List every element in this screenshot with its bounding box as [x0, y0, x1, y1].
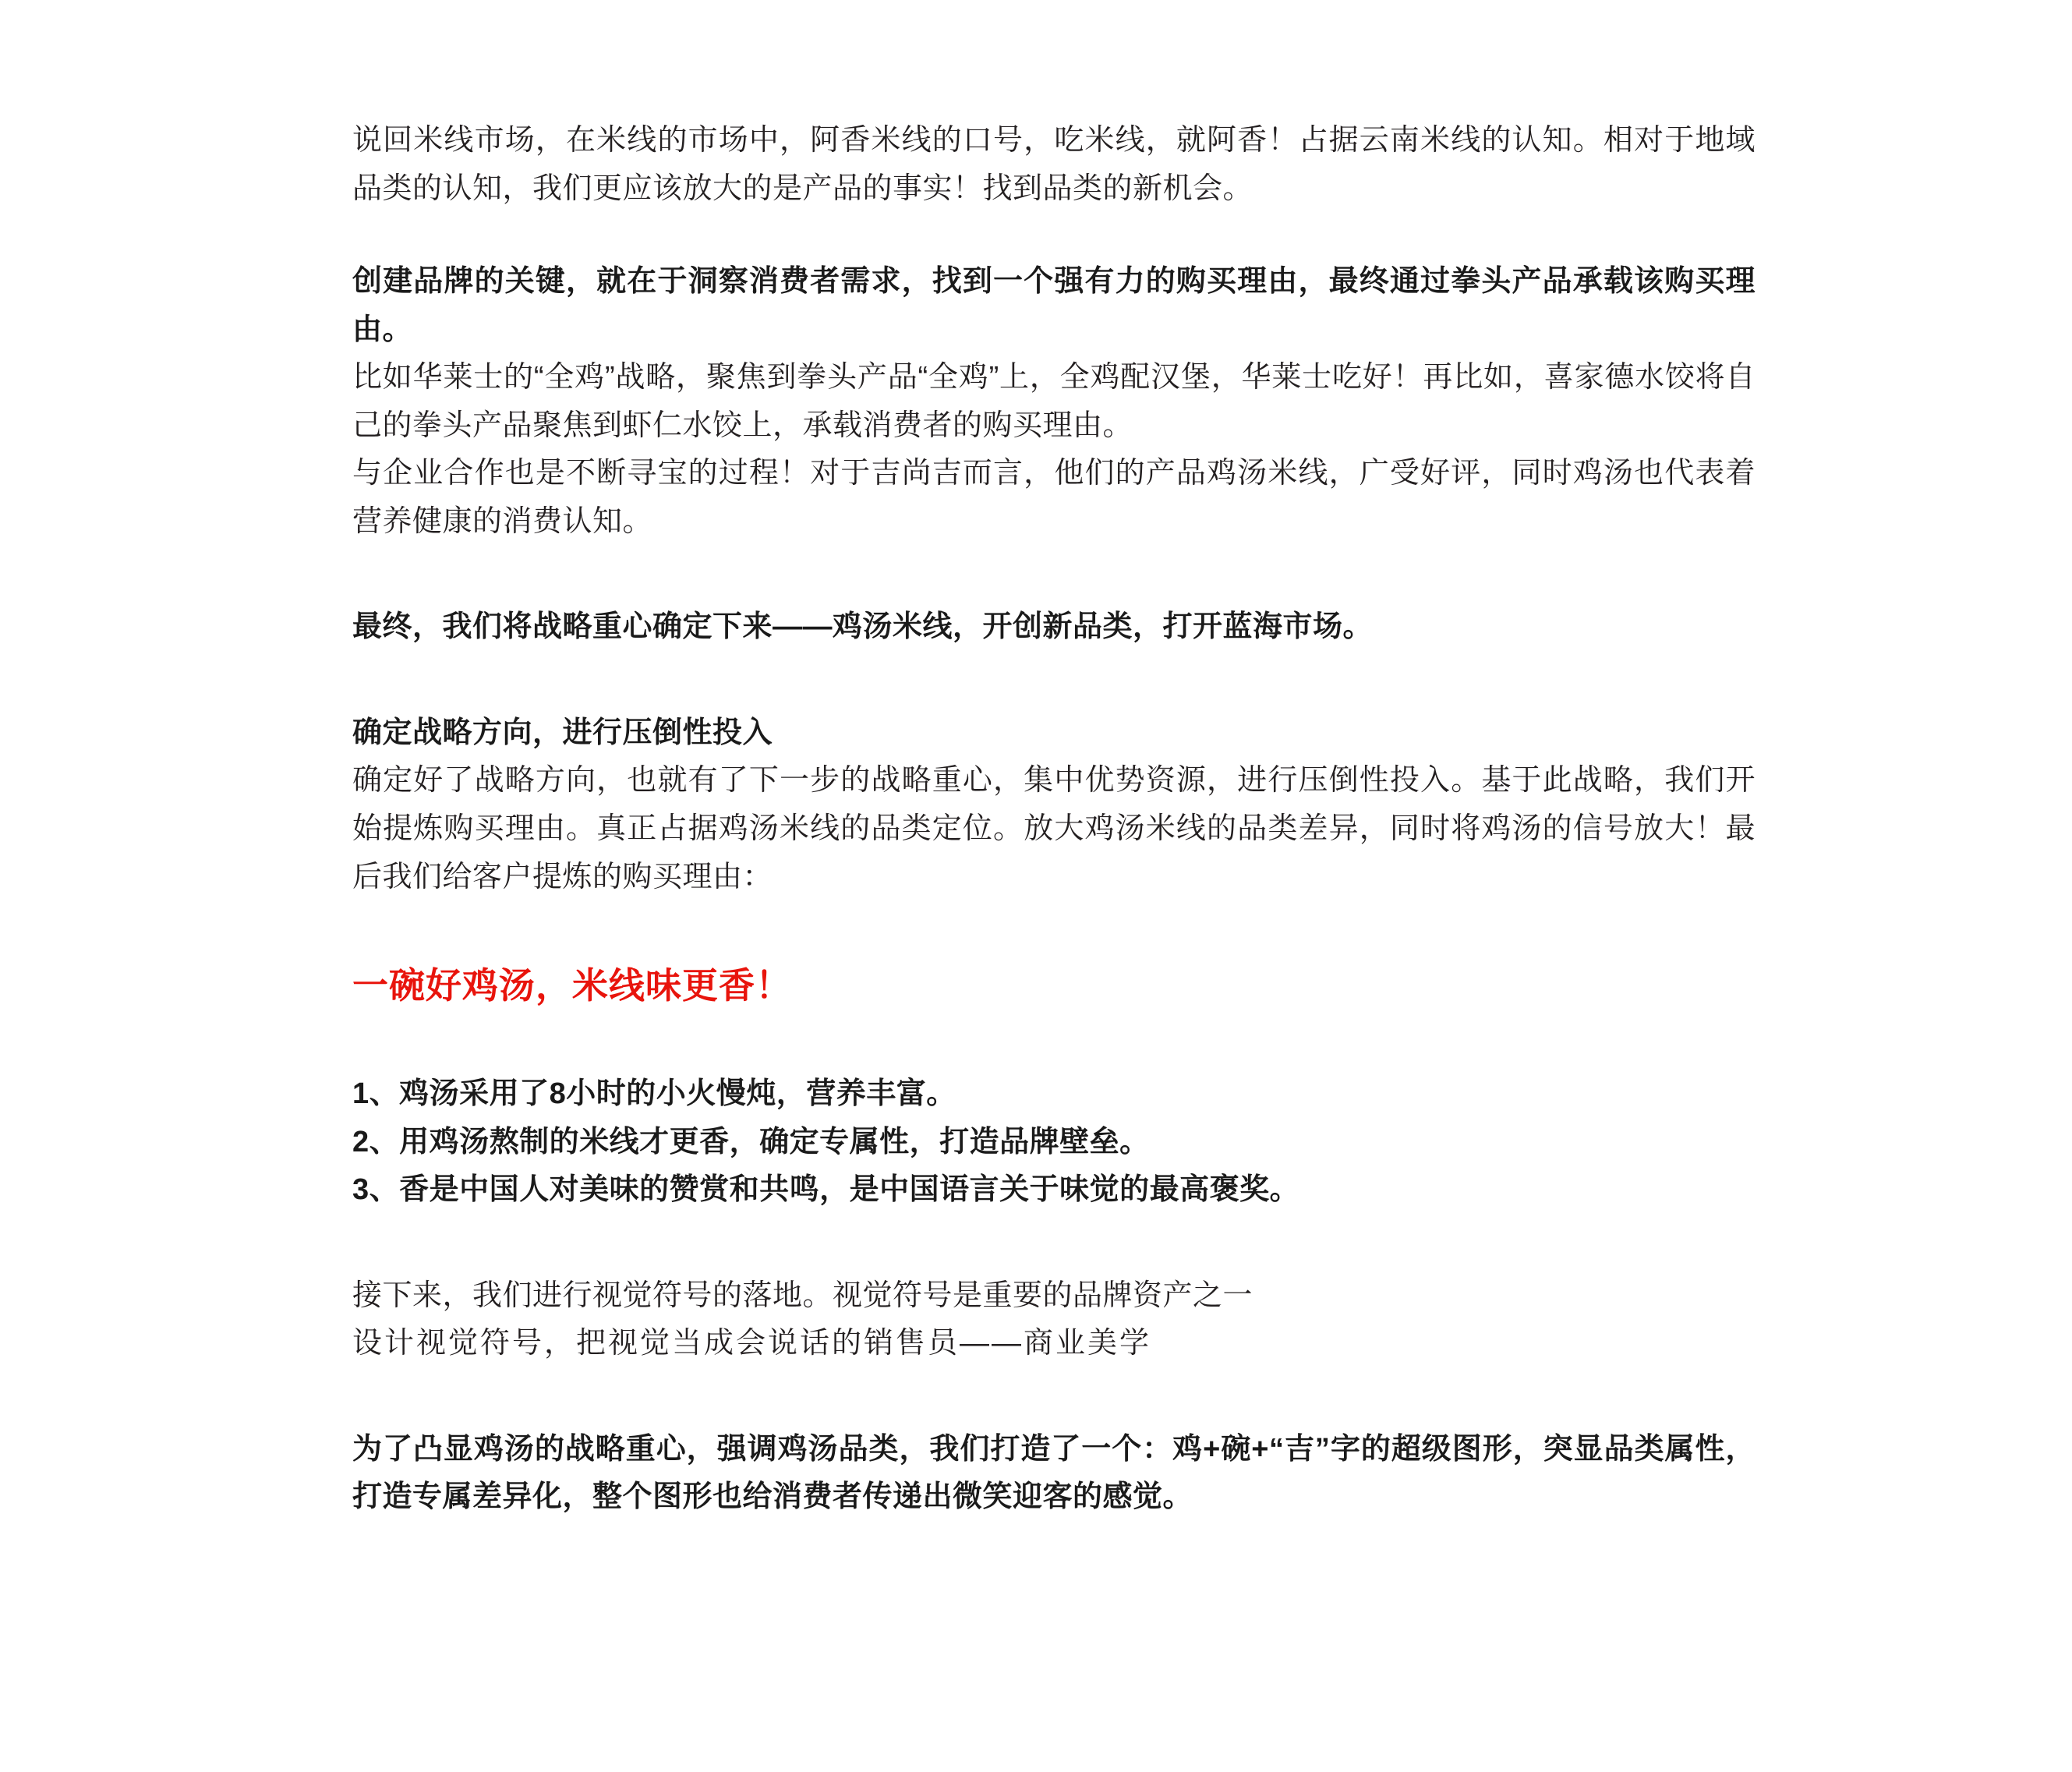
spacer [352, 652, 1756, 709]
document-content [352, 117, 1756, 1522]
paragraph-section-body: 确定好了战略方向，也就有了下一步的战略重心，集中优势资源，进行压倒性投入。基于此战略，我们开始提炼购买理由。真正占据鸡汤米线的品类定位。放大鸡汤米线的品类差异，同时将鸡汤的信号放大！最后我们给客户提炼的购买理由： [352, 764, 1756, 893]
paragraph-brand-key: 创建品牌的关键，就在于洞察消费者需求，找到一个强有力的购买理由，最终通过拳头产品承载该购买理由。 [352, 265, 1756, 346]
visual-section-line-1: 接下来，我们进行视觉符号的落地。视觉符号是重要的品牌资产之一 [352, 1279, 1253, 1312]
paragraph-example-2: 与企业合作也是不断寻宝的过程！对于吉尚吉而言，他们的产品鸡汤米线，广受好评，同时鸡汤也代表着营养健康的消费认知。 [352, 457, 1756, 538]
paragraph-intro: 说回米线市场，在米线的市场中，阿香米线的口号，吃米线，就阿香！占据云南米线的认知。相对于地域品类的认知，我们更应该放大的是产品的事实！找到品类的新机会。 [352, 124, 1756, 205]
reason-item-1: 1、鸡汤采用了8小时的小火慢炖，营养丰富。 [352, 1077, 956, 1111]
spacer [352, 1013, 1756, 1070]
spacer [352, 1215, 1756, 1272]
spacer [352, 546, 1756, 603]
reason-item-3: 3、香是中国人对美味的赞赏和共鸣，是中国语言关于味觉的最高褒奖。 [352, 1173, 1300, 1207]
spacer [352, 901, 1756, 959]
visual-section-line-2: 设计视觉符号，把视觉当成会说话的销售员——商业美学 [352, 1327, 1152, 1360]
section-heading-strategy-direction: 确定战略方向，进行压倒性投入 [352, 716, 773, 749]
paragraph-example-1: 比如华莱士的“全鸡”战略，聚焦到拳头产品“全鸡”上，全鸡配汉堡，华莱士吃好！再比如，喜家德水饺将自己的拳头产品聚焦到虾仁水饺上，承载消费者的购买理由。 [352, 361, 1756, 442]
spacer [352, 1368, 1756, 1426]
paragraph-closing: 为了凸显鸡汤的战略重心，强调鸡汤品类，我们打造了一个：鸡+碗+“吉”字的超级图形，突显品类属性，打造专属差异化，整个图形也给消费者传递出微笑迎客的感觉。 [352, 1432, 1756, 1514]
headline-slogan: 一碗好鸡汤，米线味更香！ [352, 965, 792, 1006]
reason-item-2: 2、用鸡汤熬制的米线才更香，确定专属性，打造品牌壁垒。 [352, 1125, 1150, 1158]
paragraph-strategy-conclusion: 最终，我们将战略重心确定下来——鸡汤米线，开创新品类，打开蓝海市场。 [352, 610, 1374, 644]
spacer [352, 213, 1756, 258]
